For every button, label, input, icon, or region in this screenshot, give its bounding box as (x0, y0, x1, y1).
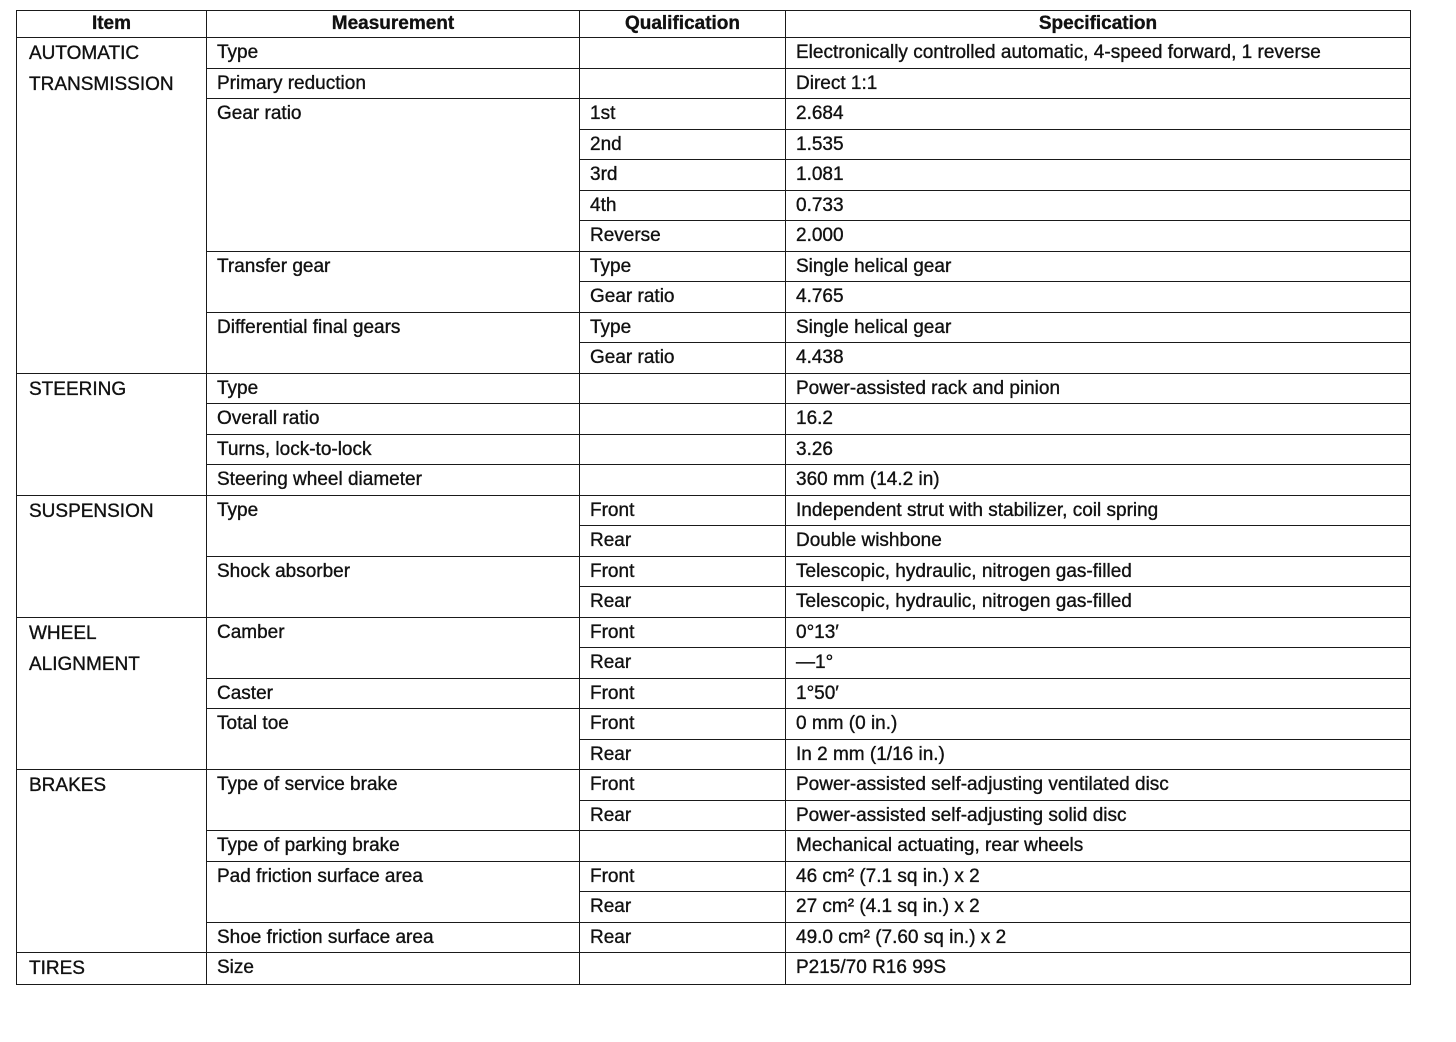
table-row (17, 99, 1411, 130)
specification-table (16, 10, 1411, 985)
item-cell (17, 770, 207, 953)
measurement-cell: Type (207, 495, 580, 556)
item-cell (17, 953, 207, 985)
qualification-cell (580, 68, 786, 99)
specification-cell: 1.081 (786, 160, 1411, 191)
table-row (17, 770, 1411, 801)
qualification-cell: 1st (580, 99, 786, 130)
table-row (17, 495, 1411, 526)
specification-cell: In 2 mm (1/16 in.) (786, 739, 1411, 770)
specification-cell: 360 mm (14.2 in) (786, 465, 1411, 496)
qualification-cell: Rear (580, 526, 786, 557)
measurement-cell: Size (207, 953, 580, 985)
qualification-cell: Front (580, 678, 786, 709)
specification-cell: Power-assisted self-adjusting solid disc (786, 800, 1411, 831)
item-label-line: TRANSMISSION (29, 74, 174, 95)
item-label-line: WHEEL (29, 622, 97, 644)
qualification-cell: Gear ratio (580, 343, 786, 374)
qualification-cell (580, 434, 786, 465)
measurement-cell: Type of service brake (207, 770, 580, 831)
specification-cell: 2.000 (786, 221, 1411, 252)
item-label-line: SUSPENSION (29, 500, 154, 522)
table-row (17, 709, 1411, 740)
specification-cell: Power-assisted rack and pinion (786, 373, 1411, 404)
specification-cell: Electronically controlled automatic, 4-speed forward, 1 reverse (786, 38, 1411, 69)
measurement-cell: Camber (207, 617, 580, 678)
table-row (17, 465, 1411, 496)
table-row (17, 922, 1411, 953)
specification-cell: Single helical gear (786, 251, 1411, 282)
item-cell (17, 495, 207, 617)
header-item: Item (17, 11, 207, 38)
qualification-cell: Rear (580, 892, 786, 923)
item-label-line: ALIGNMENT (29, 653, 140, 675)
qualification-cell: Rear (580, 922, 786, 953)
measurement-cell: Type (207, 38, 580, 69)
measurement-cell: Shoe friction surface area (207, 922, 580, 953)
qualification-cell: Type (580, 251, 786, 282)
qualification-cell: Rear (580, 648, 786, 679)
measurement-cell: Pad friction surface area (207, 861, 580, 922)
measurement-cell: Type of parking brake (207, 831, 580, 862)
qualification-cell: Front (580, 709, 786, 740)
specification-cell: Direct 1:1 (786, 68, 1411, 99)
specification-cell: 0°13′ (786, 617, 1411, 648)
item-label-line: BRAKES (29, 775, 107, 796)
qualification-cell: 2nd (580, 129, 786, 160)
specification-cell: 0.733 (786, 190, 1411, 221)
specification-cell: 4.438 (786, 343, 1411, 374)
table-row (17, 831, 1411, 862)
specification-cell: 27 cm² (4.1 sq in.) x 2 (786, 892, 1411, 923)
measurement-cell: Total toe (207, 709, 580, 770)
qualification-cell (580, 465, 786, 496)
specification-cell: 3.26 (786, 434, 1411, 465)
qualification-cell: Front (580, 495, 786, 526)
specification-cell: Double wishbone (786, 526, 1411, 557)
table-row (17, 251, 1411, 282)
item-label-line: STEERING (29, 378, 127, 400)
specification-cell: 0 mm (0 in.) (786, 709, 1411, 740)
table-row (17, 434, 1411, 465)
qualification-cell: 3rd (580, 160, 786, 191)
qualification-cell: Front (580, 556, 786, 587)
specification-cell: 16.2 (786, 404, 1411, 435)
qualification-cell: Front (580, 861, 786, 892)
qualification-cell (580, 373, 786, 404)
qualification-cell: Front (580, 770, 786, 801)
specification-cell: Telescopic, hydraulic, nitrogen gas-filled (786, 587, 1411, 618)
specification-cell: 49.0 cm² (7.60 sq in.) x 2 (786, 922, 1411, 953)
specification-cell: 4.765 (786, 282, 1411, 313)
qualification-cell: 4th (580, 190, 786, 221)
item-cell (17, 38, 207, 374)
table-row (17, 556, 1411, 587)
table-row (17, 373, 1411, 404)
specification-cell: Independent strut with stabilizer, coil spring (786, 495, 1411, 526)
measurement-cell: Type (207, 373, 580, 404)
measurement-cell: Differential final gears (207, 312, 580, 373)
specification-cell: 2.684 (786, 99, 1411, 130)
header-specification: Specification (786, 11, 1411, 38)
measurement-cell: Transfer gear (207, 251, 580, 312)
table-row (17, 678, 1411, 709)
table-row (17, 312, 1411, 343)
specification-cell: 1.535 (786, 129, 1411, 160)
specification-cell: Single helical gear (786, 312, 1411, 343)
header-qualification: Qualification (580, 11, 786, 38)
measurement-cell: Caster (207, 678, 580, 709)
qualification-cell (580, 404, 786, 435)
qualification-cell: Gear ratio (580, 282, 786, 313)
table-row (17, 404, 1411, 435)
measurement-cell: Shock absorber (207, 556, 580, 617)
item-label-line: TIRES (29, 958, 85, 979)
header-measurement: Measurement (207, 11, 580, 38)
measurement-cell: Primary reduction (207, 68, 580, 99)
item-cell (17, 373, 207, 495)
specification-cell: Mechanical actuating, rear wheels (786, 831, 1411, 862)
specification-cell: 1°50′ (786, 678, 1411, 709)
measurement-cell: Turns, lock-to-lock (207, 434, 580, 465)
specification-cell: Telescopic, hydraulic, nitrogen gas-filled (786, 556, 1411, 587)
item-cell (17, 617, 207, 770)
qualification-cell (580, 831, 786, 862)
table-body (17, 38, 1411, 985)
qualification-cell: Rear (580, 587, 786, 618)
specification-cell: —1° (786, 648, 1411, 679)
qualification-cell: Rear (580, 800, 786, 831)
specification-cell: P215/70 R16 99S (786, 953, 1411, 985)
specification-cell: 46 cm² (7.1 sq in.) x 2 (786, 861, 1411, 892)
qualification-cell: Type (580, 312, 786, 343)
qualification-cell: Reverse (580, 221, 786, 252)
specification-cell: Power-assisted self-adjusting ventilated disc (786, 770, 1411, 801)
qualification-cell: Rear (580, 739, 786, 770)
table-row (17, 617, 1411, 648)
measurement-cell: Steering wheel diameter (207, 465, 580, 496)
table-row (17, 861, 1411, 892)
measurement-cell: Gear ratio (207, 99, 580, 252)
item-label-line: AUTOMATIC (29, 43, 140, 64)
qualification-cell: Front (580, 617, 786, 648)
header-row (17, 11, 1411, 38)
qualification-cell (580, 38, 786, 69)
table-row (17, 68, 1411, 99)
table-row (17, 38, 1411, 69)
measurement-cell: Overall ratio (207, 404, 580, 435)
qualification-cell (580, 953, 786, 985)
table-row (17, 953, 1411, 985)
